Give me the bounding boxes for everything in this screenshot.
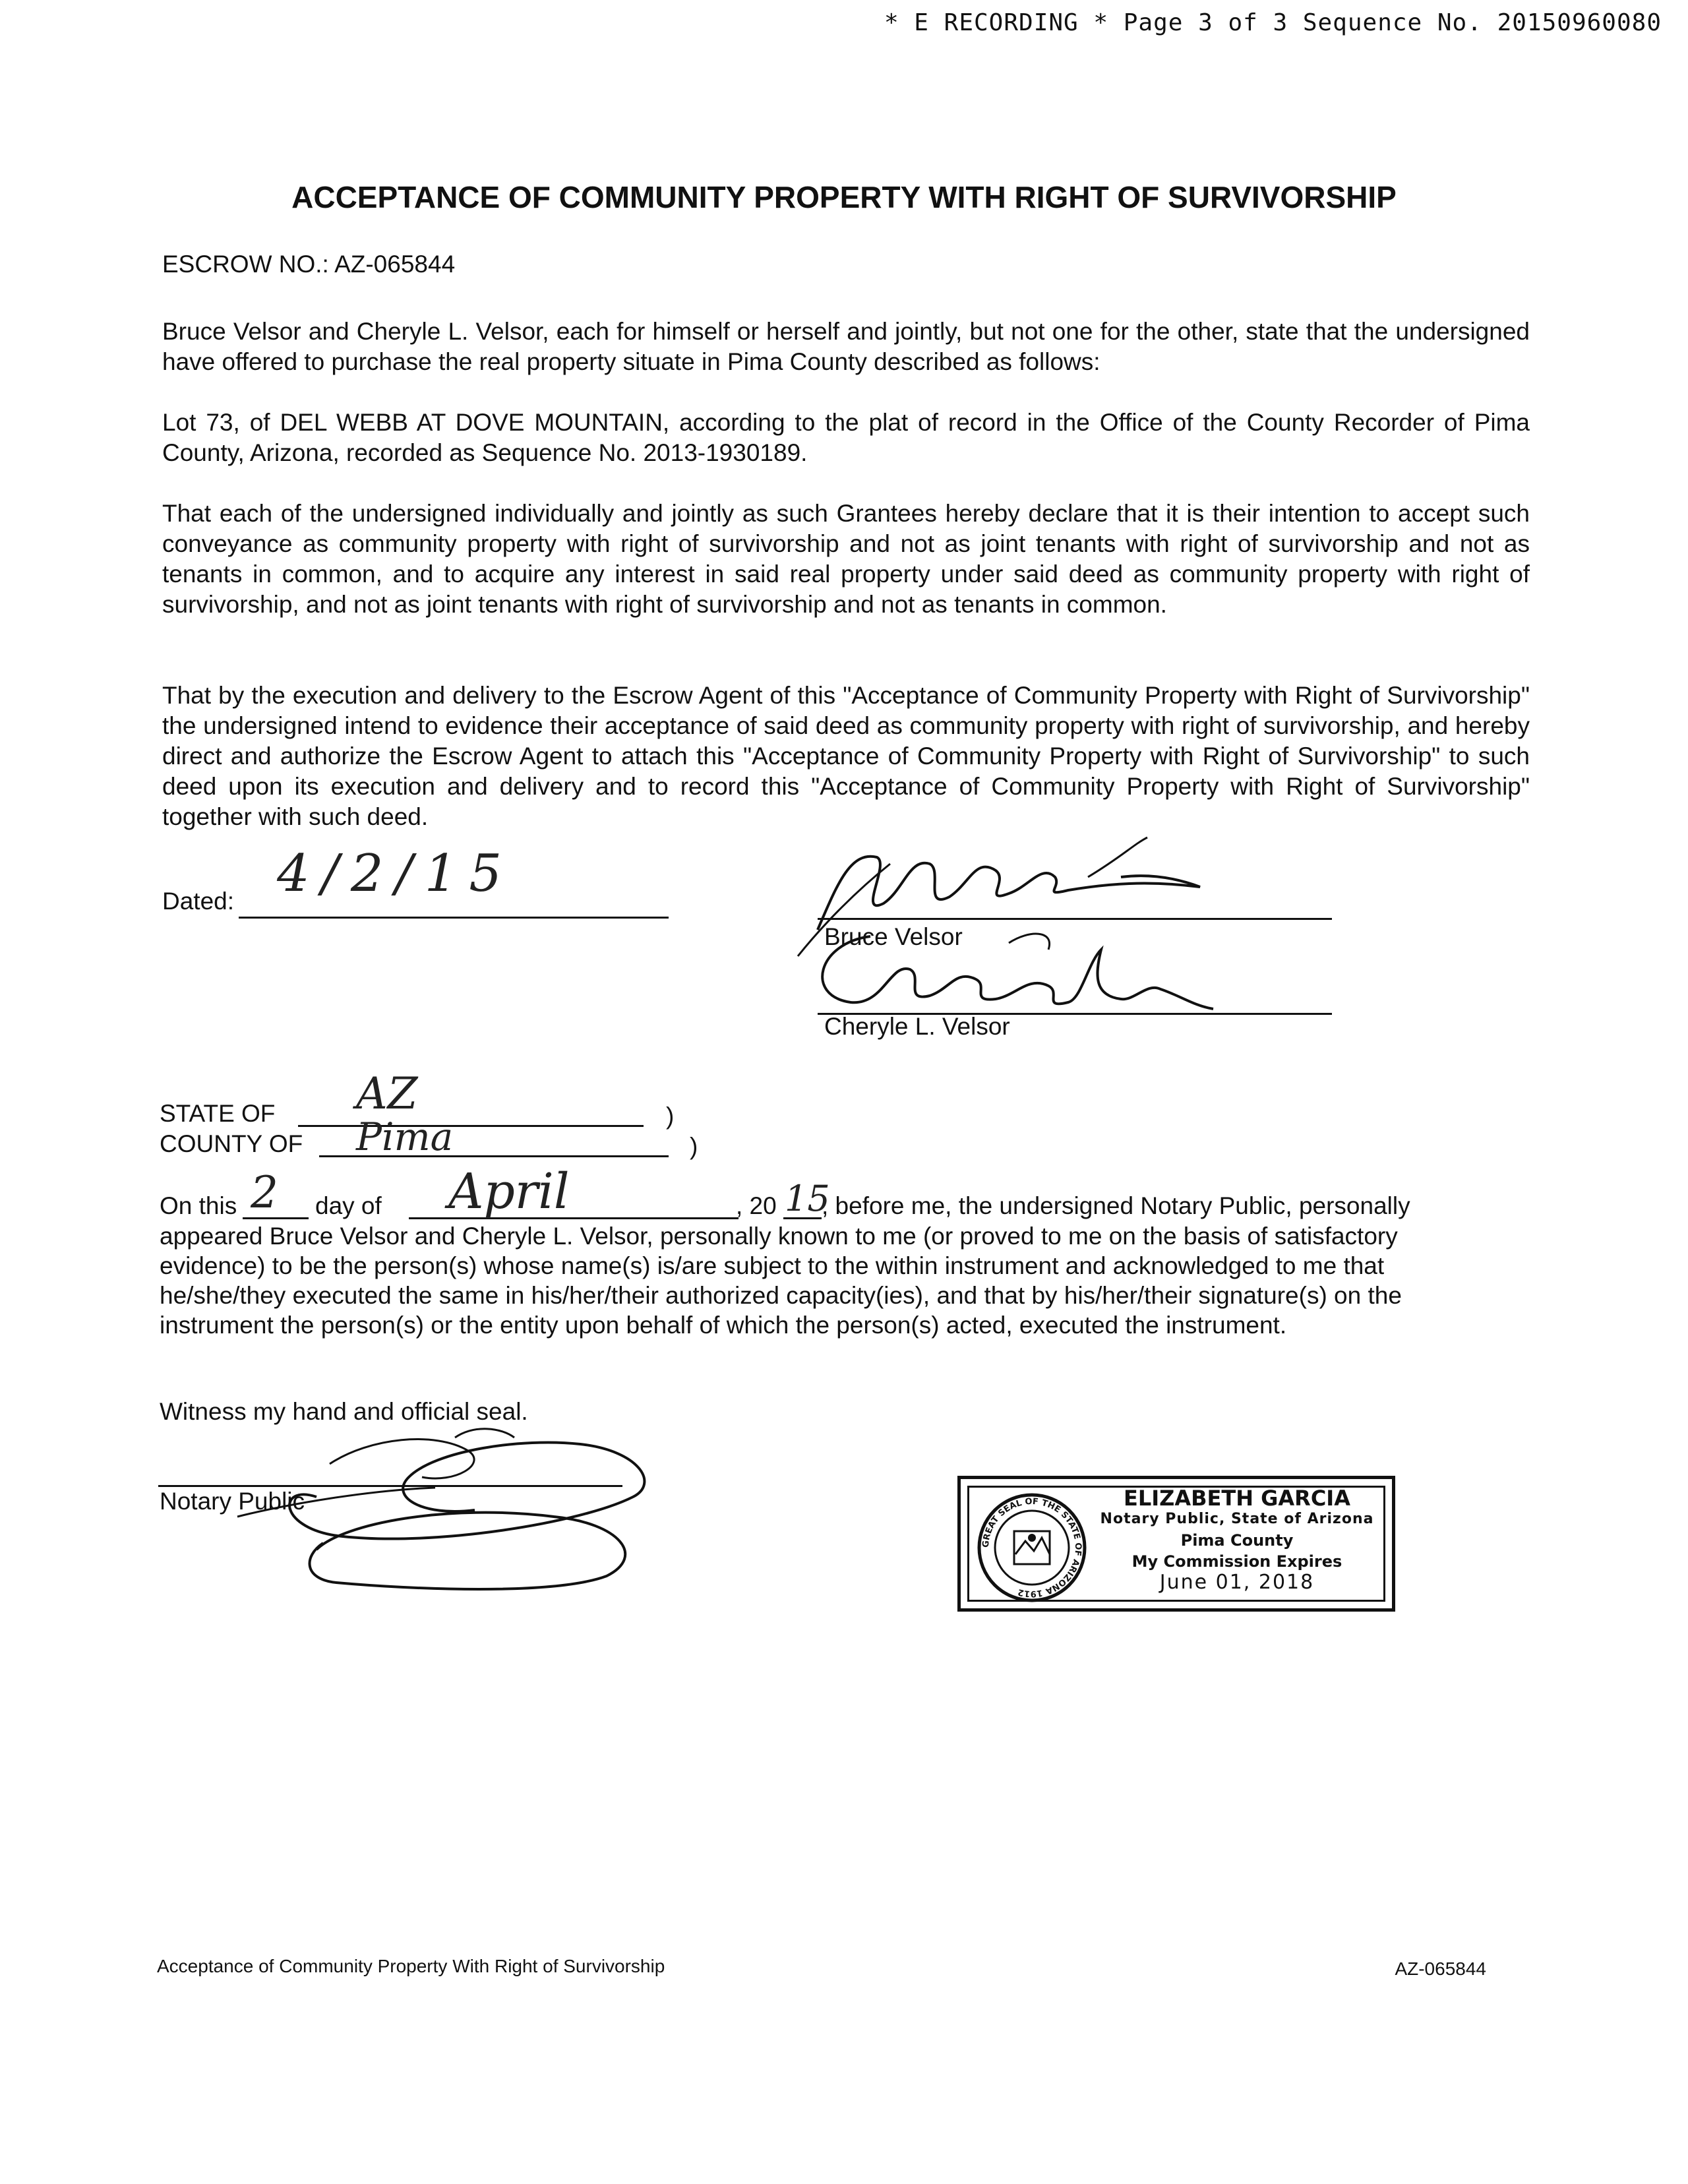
notary-signature	[237, 1424, 659, 1596]
day-of-label: day of	[315, 1192, 382, 1219]
county-label: COUNTY OF	[160, 1130, 303, 1157]
seal-expires-label: My Commission Expires	[1131, 1552, 1342, 1571]
document-title: ACCEPTANCE OF COMMUNITY PROPERTY WITH RIGHT OF SURVIVORSHIP	[291, 180, 1397, 214]
dated-line	[239, 917, 669, 919]
year-handwritten-value: 15	[785, 1178, 830, 1219]
dated-label: Dated:	[162, 888, 235, 915]
county-handwritten-value: Pima	[356, 1114, 454, 1159]
notary-public-label: Notary Public	[160, 1488, 305, 1515]
seal-county: Pima County	[1180, 1531, 1294, 1550]
paragraph-legal-description: Lot 73, of DEL WEBB AT DOVE MOUNTAIN, according to the plat of record in the Office of the County Recorder of Pima County, Arizona, recorded as Sequence No. 2013-1930189.	[162, 409, 1530, 466]
footer-document-title: Acceptance of Community Property With Right of Survivorship	[157, 1956, 665, 1976]
escrow-number: ESCROW NO.: AZ-065844	[162, 251, 456, 278]
seal-notary-name: ELIZABETH GARCIA	[1124, 1486, 1350, 1511]
witness-statement: Witness my hand and official seal.	[160, 1398, 528, 1425]
on-this-label: On this	[160, 1192, 237, 1219]
arizona-state-seal-emblem	[976, 1492, 1088, 1604]
svg-text:GREAT SEAL OF THE STATE OF ARI: GREAT SEAL OF THE STATE OF ARIZONA 1912	[980, 1496, 1083, 1599]
acknowledgment-body: appeared Bruce Velsor and Cheryle L. Velsor, personally known to me (or proved to me on the basis of satisfactory evidence) to be the person(s) whose name(s) is/are subject to the within instrument and acknowledged to me that he/she/they executed the same in his/her/their authorized capacity(ies), and that by his/her/their signature(s) on the instrument the person(s) or the entity upon behalf of which the person(s) acted, executed the instrument.	[160, 1223, 1402, 1339]
day-handwritten-value: 2	[251, 1167, 278, 1218]
recording-header: * E RECORDING * Page 3 of 3 Sequence No. 20150960080	[884, 9, 1662, 36]
state-paren: )	[666, 1103, 675, 1130]
year-prefix: , 20	[736, 1192, 777, 1219]
signer-name-1: Bruce Velsor	[824, 923, 963, 950]
notary-seal-stamp	[957, 1476, 1395, 1612]
seal-expiration-date: June 01, 2018	[1159, 1571, 1315, 1594]
before-me-text: , before me, the undersigned Notary Public, personally	[822, 1192, 1410, 1219]
signer-name-2: Cheryle L. Velsor	[824, 1013, 1010, 1040]
county-paren: )	[690, 1133, 698, 1160]
paragraph-authorization: That by the execution and delivery to the Escrow Agent of this "Acceptance of Community Property with Right of Survivorship" the undersigned intend to evidence their acceptance of said deed as community property with right of survivorship, and hereby direct and authorize the Escrow Agent to attach this "Acceptance of Community Property with Right of Survivorship" to such deed upon its execution and delivery and to record this "Acceptance of Community Property with Right of Survivorship" together with such deed.	[162, 682, 1530, 830]
notary-seal-inner-border	[967, 1486, 1385, 1602]
signature-cheryle-velsor	[791, 923, 1226, 1022]
signature-line-1	[818, 918, 1332, 920]
seal-commission-title: Notary Public, State of Arizona	[1100, 1511, 1374, 1527]
dated-handwritten-value: 4/2/15	[277, 844, 514, 903]
month-handwritten-value: April	[448, 1163, 570, 1220]
paragraph-declaration: That each of the undersigned individually and jointly as such Grantees hereby declare that it is their intention to accept such conveyance as community property with right of survivorship and not as joint tenants with right of survivorship and not as tenants in common, and to acquire any interest in said real property under said deed as community property with right of survivorship, and not as joint tenants with right of survivorship and not as tenants in common.	[162, 500, 1530, 618]
paragraph-offer: Bruce Velsor and Cheryle L. Velsor, each for himself or herself and jointly, but not one for the other, state that the undersigned have offered to purchase the real property situate in Pima County described as follows:	[162, 318, 1530, 375]
state-line	[298, 1125, 644, 1127]
state-handwritten-value: AZ	[356, 1068, 418, 1119]
state-label: STATE OF	[160, 1100, 276, 1127]
footer-escrow-number: AZ-065844	[1395, 1958, 1486, 1979]
